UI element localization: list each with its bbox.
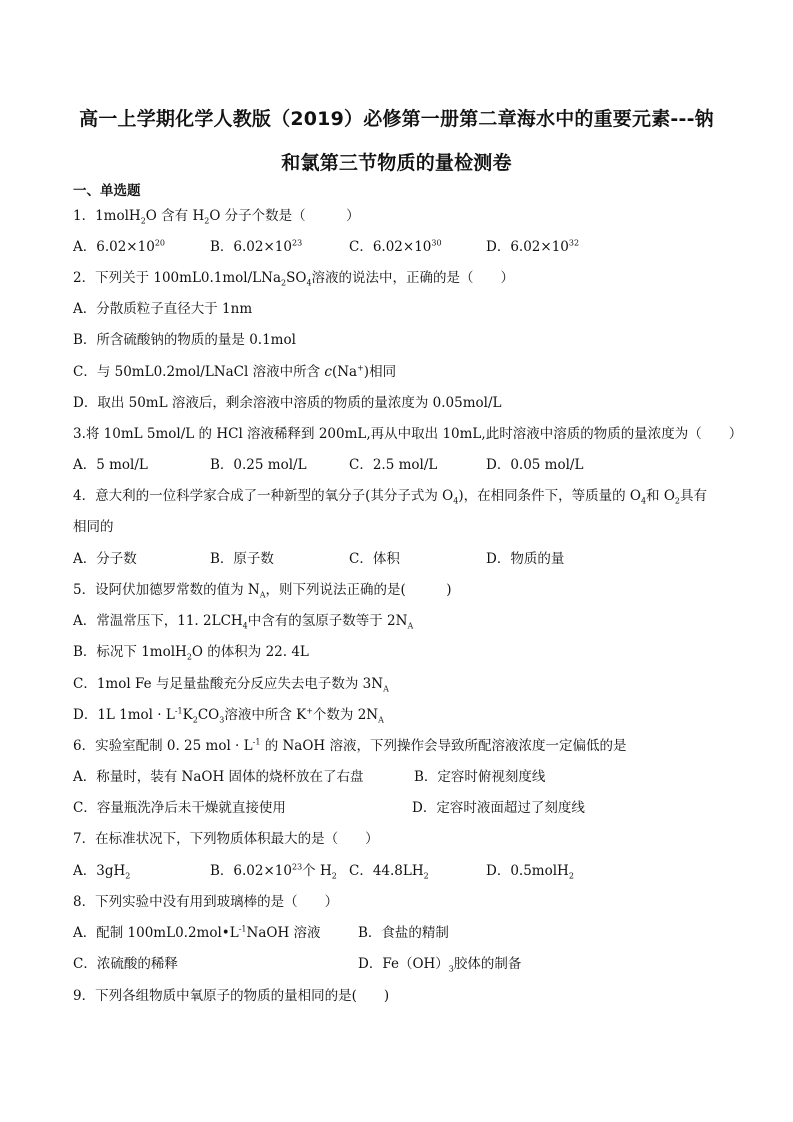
question-5-option-a: A．常温常压下，11. $2LCH_4$中含有的氢原子数等于 $2N_A$ <box>73 613 414 631</box>
question-4-stem: 4．意大利的一位科学家合成了一种新型的氧分子(其分子式为 $O_4$)，在相同条件下，等质量的 $O_4$和 $O_2$具有 <box>73 488 707 506</box>
question-5-option-d: D．1L $1mol \cdot L^{-1}K_2CO_3$溶液中所含 K+个数为 $2N_A$ <box>73 706 384 725</box>
page-title-line2: 和氯第三节物质的量检测卷 <box>281 152 512 174</box>
question-2-option-d: D．取出 50mL 溶液后，剩余溶液中溶质的物质的量浓度为 0.05mol/L <box>73 395 502 411</box>
question-3-option-a: A．5 mol/L <box>73 457 148 473</box>
question-4-stem-continued: 相同的 <box>73 519 114 535</box>
question-8-stem: 8．下列实验中没有用到玻璃棒的是（ ） <box>73 894 339 910</box>
question-7-option-a: A．$3gH_2$ <box>73 863 131 881</box>
question-1-option-d: D．$6.02\times 10^{32}$ <box>486 238 580 255</box>
question-1-option-a: A．$6.02\times 10^{20}$ <box>73 238 165 255</box>
question-3-option-b: B．0.25 mol/L <box>210 457 307 473</box>
question-2-option-a: A．分散质粒子直径大于 1nm <box>73 301 253 317</box>
question-8-option-a: A．配制 $100mL0.2mol•L^{-1}NaOH$ 溶液 <box>73 924 321 941</box>
question-9-stem: 9．下列各组物质中氧原子的物质的量相同的是( ) <box>73 988 390 1004</box>
question-1-option-b: B．$6.02\times 10^{23}$ <box>210 238 303 255</box>
question-8-option-c: C．浓硫酸的稀释 <box>73 956 178 972</box>
question-4-option-b: B．原子数 <box>210 551 274 567</box>
question-8-option-d: D．$Fe(OH)_3$胶体的制备 <box>358 956 522 974</box>
question-2-stem: 2．下列关于 $100mL0.1mol/LNa_2SO_4$溶液的说法中，正确的是（ ） <box>73 270 515 288</box>
question-7-option-d: D．0.5molH$_2$ <box>486 863 574 881</box>
question-3-option-c: C．2.5 mol/L <box>349 457 438 473</box>
question-2-option-c: C．与 50mL0.2mol/LNaCl 溶液中所含 c(Na+)相同 <box>73 363 397 380</box>
section-heading: 一、单选题 <box>73 183 141 199</box>
question-1-stem: 1．1molH$_2$O 含有 $H_2O$ 分子个数是（ ） <box>73 208 360 226</box>
question-5-option-b: B．标况下 1molH$_2$O 的体积为 22. 4L <box>73 644 309 662</box>
question-4-option-a: A．分子数 <box>73 551 137 567</box>
question-6-option-a: A．称量时，装有 NaOH 固体的烧杯放在了右盘 <box>73 769 364 785</box>
question-5-stem: 5．设阿伏加德罗常数的值为 $N_A$，则下列说法正确的是( ) <box>73 582 452 600</box>
question-7-option-b: B．$6.02\times 10^{23}$个 $H_2$ <box>210 862 337 881</box>
question-7-stem: 7．在标准状况下，下列物质体积最大的是（ ） <box>73 831 379 847</box>
question-3-option-d: D．0.05 mol/L <box>486 457 584 473</box>
question-7-option-c: C．$44.8LH_2$ <box>349 863 429 881</box>
page-title-line1: 高一上学期化学人教版（2019）必修第一册第二章海水中的重要元素---钠 <box>79 108 714 130</box>
question-3-stem: 3.将 10mL 5mol/L 的 HCl 溶液稀释到 200mL,再从中取出 10mL,此时溶液中溶质的物质的量浓度为（ ） <box>73 426 743 442</box>
question-4-option-d: D．物质的量 <box>486 551 565 567</box>
question-6-option-c: C．容量瓶洗净后未干燥就直接使用 <box>73 800 286 816</box>
question-6-option-d: D．定容时液面超过了刻度线 <box>412 800 585 816</box>
question-6-stem: 6．实验室配制 0. 25 mol · $L^{-1}$ 的 NaOH 溶液，下列操作会导致所配溶液浓度一定偏低的是 <box>73 737 627 754</box>
question-6-option-b: B．定容时俯视刻度线 <box>414 769 546 785</box>
question-1-option-c: C．$6.02\times 10^{30}$ <box>349 238 442 255</box>
question-4-option-c: C．体积 <box>349 551 400 567</box>
question-5-option-c: C．1mol Fe 与足量盐酸充分反应失去电子数为 $3N_A$ <box>73 676 389 694</box>
question-8-option-b: B．食盐的精制 <box>358 925 449 941</box>
question-2-option-b: B．所含硫酸钠的物质的量是 0.1mol <box>73 332 296 348</box>
